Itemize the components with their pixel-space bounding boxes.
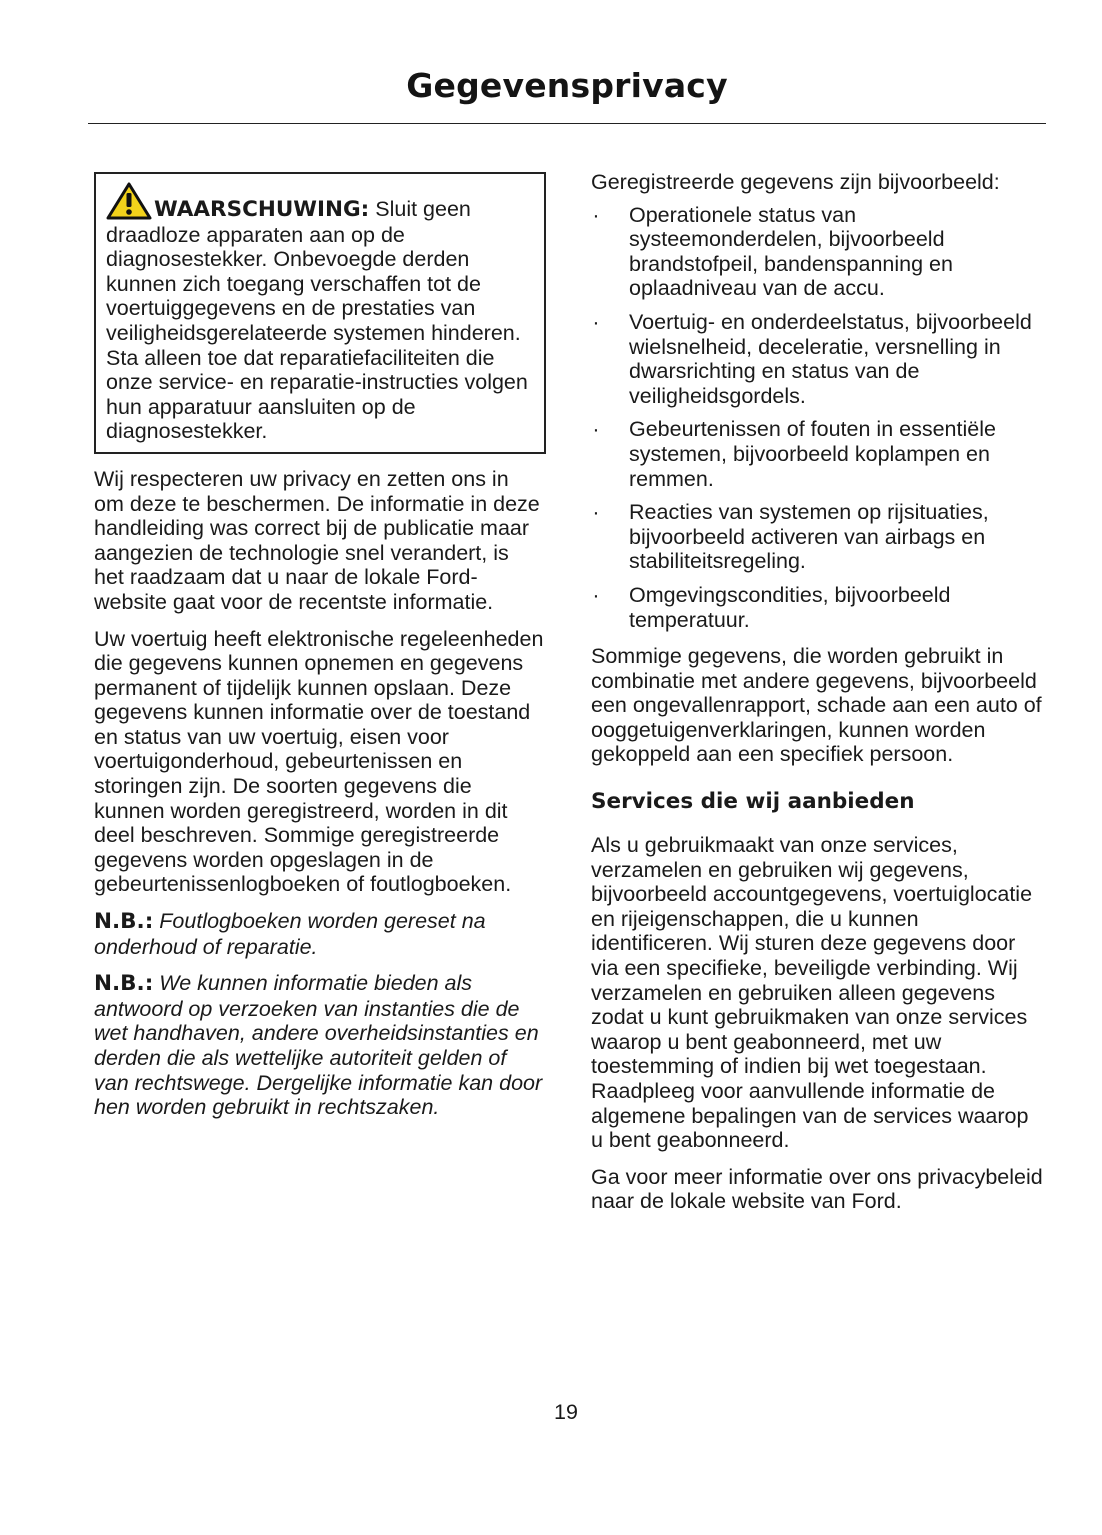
note-label: N.B.: xyxy=(94,971,154,997)
list-item xyxy=(591,203,1043,301)
recorded-data-list xyxy=(591,203,1043,633)
control-units-paragraph: Uw voertuig heeft elektronische regeleenheden die gegevens kunnen opnemen en gegevens permanent of tijdelijk kunnen opslaan. Deze gegevens kunnen informatie over de toestand en status van uw voertuig, eisen voor voertuigonderhoud, gebeurtenissen en storingen zijn. De soorten gegevens die kunnen worden geregistreerd, worden in dit deel beschreven. Sommige geregistreerde gegevens worden opgeslagen in de gebeurtenissenlogboeken of foutlogboeken. xyxy=(94,626,544,897)
list-item xyxy=(591,500,1043,574)
bullet-dot: · xyxy=(592,500,600,525)
warning-box xyxy=(94,172,546,454)
warning-text: Sluit geen draadloze apparaten aan op de diagnosestekker. Onbevoegde derden kunnen zich toegang verschaffen tot de voertuiggegevens en de prestaties van veiligheidsgerelateerde systemen hinderen. Sta alleen toe dat reparatiefaciliteiten die onze service- en reparatie-instructies volgen hun apparatuur aansluiten op de diagnosestekker. xyxy=(106,197,528,444)
bullet-dot: · xyxy=(592,582,600,607)
privacy-intro-paragraph: Wij respecteren uw privacy en zetten ons in om deze te beschermen. De informatie in deze handleiding was correct bij de publicatie maar aangezien de technologie snel verandert, is het raadzaam dat u naar de lokale Ford-website gaat voor de recentste informatie. xyxy=(94,466,540,614)
list-item-text: Gebeurtenissen of fouten in essentiële systemen, bijvoorbeeld koplampen en remmen. xyxy=(629,417,996,491)
note-text: Foutlogboeken worden gereset na onderhoud of reparatie. xyxy=(94,909,486,959)
bullet-dot: · xyxy=(592,309,600,334)
warning-triangle-icon xyxy=(106,182,152,220)
linked-data-paragraph: Sommige gegevens, die worden gebruikt in combinatie met andere gegevens, bijvoorbeeld een ongevallenrapport, schade aan een auto of ooggetuigenverklaringen, kunnen worden gekoppeld aan een specifiek persoon. xyxy=(591,644,1042,767)
recorded-data-intro: Geregistreerde gegevens zijn bijvoorbeeld: xyxy=(591,170,1000,194)
note-label: N.B.: xyxy=(94,909,154,935)
note-authorities xyxy=(94,971,544,1120)
notes xyxy=(94,909,544,1120)
list-item-text: Operationele status van systeemonderdelen, bijvoorbeeld brandstofpeil, bandenspanning en oplaadniveau van de accu. xyxy=(629,202,953,301)
title-divider xyxy=(88,123,1046,124)
note-logs-reset xyxy=(94,909,544,959)
services-heading: Services die wij aanbieden xyxy=(591,789,915,815)
list-item xyxy=(591,417,1043,491)
warning-label: WAARSCHUWING: xyxy=(154,197,370,222)
left-column xyxy=(94,172,544,1132)
services-paragraph: Als u gebruikmaakt van onze services, verzamelen en gebruiken wij gegevens, bijvoorbeeld accountgegevens, voertuiglocatie en rijeigenschappen, die u kunnen identificeren. Wij sturen deze gegevens door via een specifieke, beveiligde verbinding. Wij verzamelen en gebruiken alleen gegevens zodat u kunt gebruikmaken van onze services waarop u bent geabonneerd, met uw toestemming of indien bij wet toegestaan. Raadpleeg voor aanvullende informatie de algemene bepalingen van de services waarop u bent geabonneerd. xyxy=(591,833,1033,1153)
more-info-paragraph: Ga voor meer informatie over ons privacybeleid naar de lokale website van Ford. xyxy=(591,1164,1043,1214)
page-number: 19 xyxy=(554,1400,578,1424)
list-item-text: Omgevingscondities, bijvoorbeeld temperatuur. xyxy=(629,582,951,632)
list-item-text: Voertuig- en onderdeelstatus, bijvoorbeeld wielsnelheid, deceleratie, versnelling in dwarsrichting en status van de veiligheidsgordels. xyxy=(629,309,1032,408)
list-item xyxy=(591,310,1043,408)
note-text: We kunnen informatie bieden als antwoord op verzoeken van instanties die de wet handhaven, andere overheidsinstanties en derden die als wettelijke autoriteit gelden of van rechtswege. Dergelijke informatie kan door hen worden gebruikt in rechtszaken. xyxy=(94,971,543,1120)
right-column xyxy=(591,170,1043,1226)
list-item-text: Reacties van systemen op rijsituaties, bijvoorbeeld activeren van airbags en stabiliteitsregeling. xyxy=(629,500,989,574)
bullet-dot: · xyxy=(592,202,600,227)
bullet-dot: · xyxy=(592,417,600,442)
list-item xyxy=(591,583,1043,632)
page-title: Gegevensprivacy xyxy=(406,66,728,105)
